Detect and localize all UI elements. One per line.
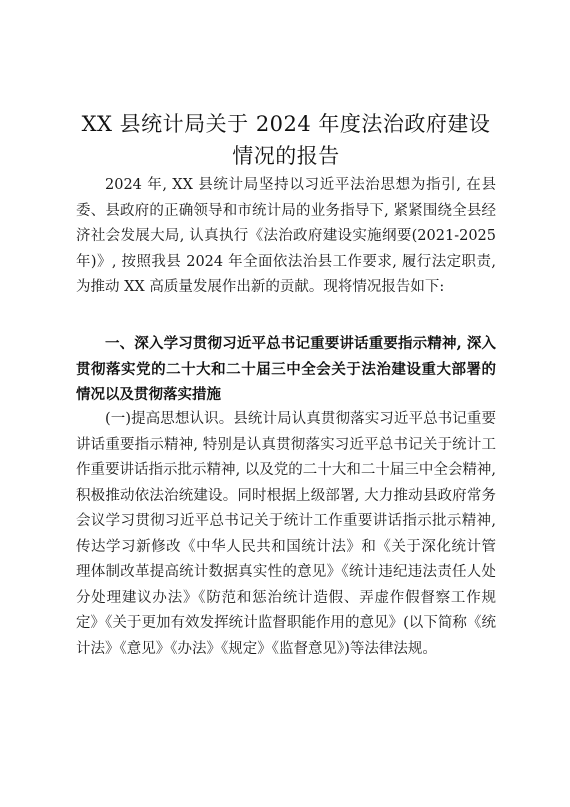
section-heading: 一、深入学习贯彻习近平总书记重要讲话重要指示精神, 深入贯彻落实党的二十大和二十届三中全会关于法治建设重大部署的情况以及贯彻落实措施 xyxy=(76,335,496,403)
subsection-paragraph: (一)提高思想认识。县统计局认真贯彻落实习近平总书记重要讲话重要指示精神, 特别是认真贯彻落实习近平总书记关于统计工作重要讲话指示批示精神, 以及党的二十大和二十届三中全会精神, 积极推动依法治统建设。同时根据上级部署, 大力推动县政府常务会议学习贯彻习近平总书记关于统计工作重要讲话指示批示精神, 传达学习新修改《中华人民共和国统计法》和《关于深化统计管理体制改革提高统计数据真实性的意见》《统计违纪违法责任人处分处理建议办法》《防范和惩治统计造假、弄虚作假督察工作规定》《关于更加有效发挥统计监督职能作用的意见》(以下简称《统计法》《意见》《办法》《规定》《监督意见》)等法律法规。 xyxy=(76,411,496,657)
intro-paragraph: 2024 年, XX 县统计局坚持以习近平法治思想为指引, 在县委、县政府的正确领导和市统计局的业务指导下, 紧紧围绕全县经济社会发展大局, 认真执行《法治政府建设实施纲要(2021-2025 年)》, 按照我县 2024 年全面依法治县工作要求, 履行法定职责, 为推动 XX 高质量发展作出新的贡献。现将情况报告如下: xyxy=(76,177,496,295)
document-title: XX 县统计局关于 2024 年度法治政府建设情况的报告 xyxy=(81,112,491,168)
